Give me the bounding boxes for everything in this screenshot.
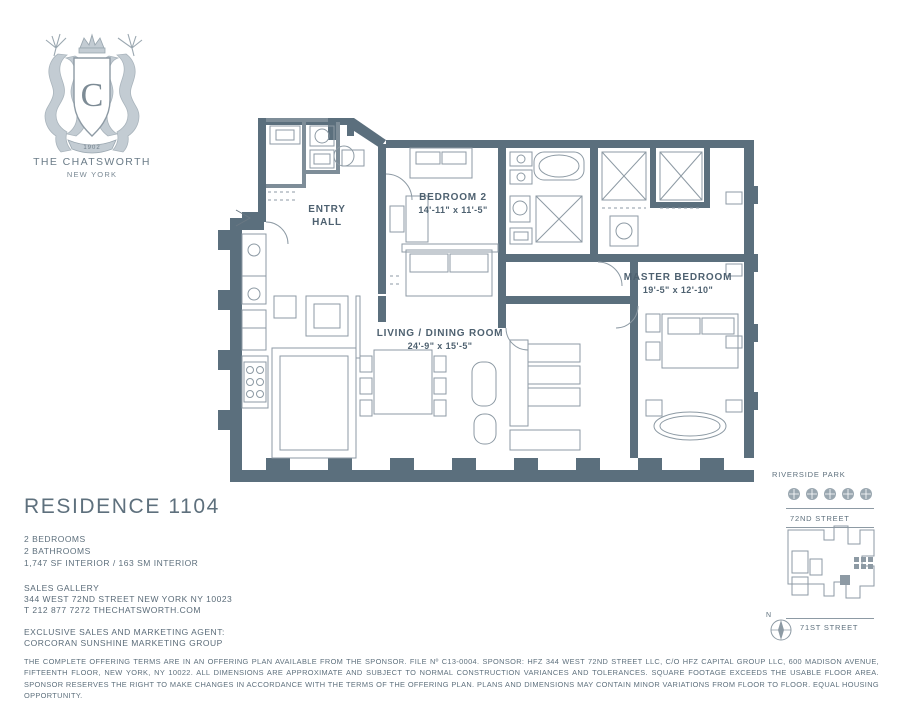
compass-icon	[768, 617, 794, 643]
sales-gallery-phone: T 212 877 7272 THECHATSWORTH.COM	[24, 605, 201, 615]
map-label-71st-street: 71ST STREET	[800, 623, 859, 632]
agent-title: EXCLUSIVE SALES AND MARKETING AGENT:	[24, 627, 225, 637]
map-north-letter: N	[766, 612, 772, 619]
room-label-master-bedroom: MASTER BEDROOM 19'-5" x 12'-10"	[623, 272, 733, 295]
legal-disclaimer: THE COMPLETE OFFERING TERMS ARE IN AN OFFERING PLAN AVAILABLE FROM THE SPONSOR. FILE Nº C13-0004. SPONSOR: HFZ 344 WEST 72ND STREET LLC, C/O HFZ CAPITAL GROUP LLC, 600 MADISON AVENUE, FIFTEENTH FLOOR, NEW YORK, NY 10022. ALL DIMENSIONS ARE APPROXIMATE AND SUBJECT TO NORMAL CONSTRUCTION VARIANCES AND TOLERANCES. SQUARE FOOTAGE EXCEEDS THE USABLE FLOOR AREA. SPONSOR RESERVES THE RIGHT TO MAKE CHANGES IN ACCORDANCE WITH THE TERMS OF THE OFFERING PLAN. PLANS AND DIMENSIONS MAY CONTAIN MINOR VARIATIONS FROM FLOOR TO FLOOR. EQUAL HOUSING OPPORTUNITY.	[24, 657, 879, 701]
sales-gallery-address: 344 WEST 72ND STREET NEW YORK NY 10023	[24, 594, 233, 604]
brand-city: NEW YORK	[66, 170, 118, 179]
floorplan-drawing	[210, 100, 790, 500]
info-bathrooms: 2 BATHROOMS	[24, 546, 91, 556]
page-title: RESIDENCE 1104	[24, 495, 220, 518]
agent-name: CORCORAN SUNSHINE MARKETING GROUP	[24, 638, 223, 648]
info-bedrooms: 2 BEDROOMS	[24, 534, 86, 544]
map-label-riverside-park: RIVERSIDE PARK	[772, 470, 846, 479]
map-divider-bottom	[786, 618, 874, 619]
info-area: 1,747 SF INTERIOR / 163 SM INTERIOR	[24, 558, 199, 568]
brand-name: THE CHATSWORTH	[33, 156, 151, 168]
crest-letter: C	[80, 77, 104, 114]
room-label-living-dining: LIVING / DINING ROOM 24'-9" x 15'-5"	[376, 328, 504, 351]
svg-text:1902: 1902	[83, 145, 101, 151]
room-label-bedroom-2: BEDROOM 2 14'-11" x 11'-5"	[418, 192, 488, 215]
heraldic-crest-icon	[22, 14, 162, 164]
sales-gallery-title: SALES GALLERY	[24, 583, 100, 593]
map-label-72nd-street: 72ND STREET	[790, 514, 850, 523]
room-label-entry-hall: ENTRY HALL	[308, 204, 346, 228]
